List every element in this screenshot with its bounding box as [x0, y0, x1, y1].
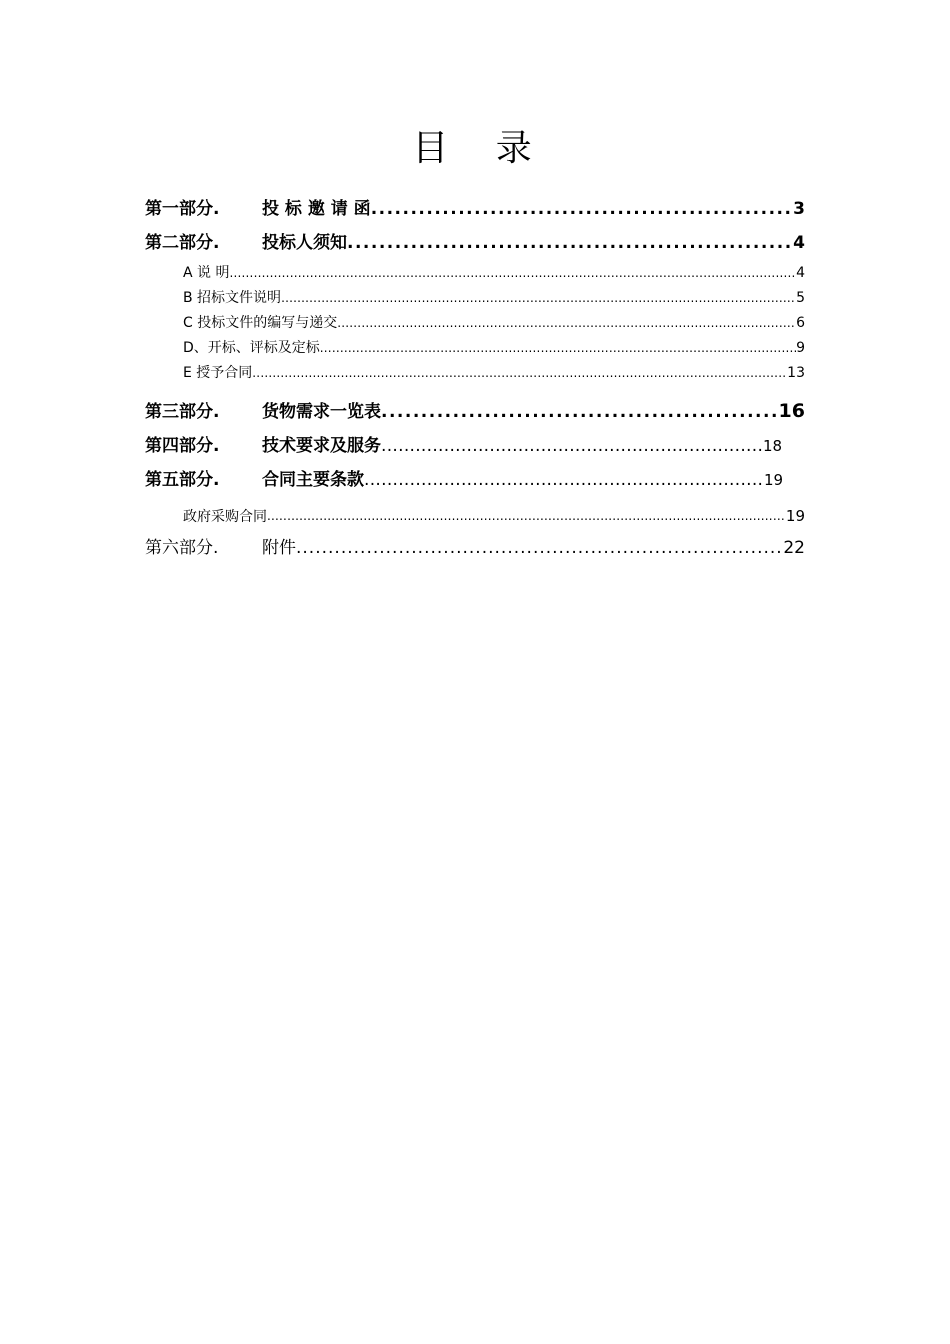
toc-entry-part1[interactable]	[145, 194, 805, 228]
table-of-contents	[145, 194, 805, 567]
dot-leader	[267, 509, 786, 523]
toc-subentry[interactable]	[145, 312, 805, 337]
dot-leader	[229, 266, 796, 280]
toc-entry-part4[interactable]	[145, 431, 805, 465]
toc-page-number: 5	[796, 290, 805, 306]
toc-part-number: 第六部分.	[145, 538, 219, 558]
toc-part-number: 第四部分.	[145, 436, 220, 456]
toc-page-number: 4	[793, 233, 805, 253]
toc-part-label: 合同主要条款	[262, 470, 364, 490]
toc-part-label: 投标人须知	[262, 233, 347, 253]
toc-subentry-label: D、开标、评标及定标	[183, 340, 320, 356]
toc-subentry[interactable]	[145, 337, 805, 362]
toc-part-label: 附件	[262, 538, 296, 558]
toc-page-number: 18	[763, 437, 783, 455]
dot-leader	[296, 538, 783, 558]
toc-page-number: 9	[796, 340, 805, 356]
toc-part-label: 投 标 邀 请 函	[262, 199, 371, 219]
dot-leader	[252, 366, 787, 380]
toc-part-number: 第二部分.	[145, 233, 220, 253]
toc-part-number: 第一部分.	[145, 199, 220, 219]
toc-entry-part5[interactable]	[145, 465, 805, 499]
toc-subentry-label: C 投标文件的编写与递交	[183, 315, 338, 331]
toc-subentry-label: 政府采购合同	[183, 509, 267, 525]
toc-part-number: 第三部分.	[145, 402, 220, 422]
toc-page-number: 13	[787, 365, 805, 381]
toc-page-number: 6	[796, 315, 805, 331]
toc-part-label: 技术要求及服务	[262, 436, 381, 456]
toc-subentry[interactable]	[145, 287, 805, 312]
toc-subentry[interactable]	[145, 499, 805, 533]
toc-page-number: 3	[793, 199, 805, 219]
dot-leader	[381, 436, 763, 456]
toc-subentry-label: A 说 明	[183, 265, 230, 281]
toc-page-number: 19	[785, 507, 805, 525]
dot-leader	[364, 470, 764, 490]
dot-leader	[320, 341, 796, 355]
dot-leader	[337, 316, 796, 330]
dot-leader	[381, 402, 779, 422]
dot-leader	[347, 233, 793, 253]
page-title: 目 录	[412, 128, 550, 169]
toc-subentry-label: B 招标文件说明	[183, 290, 282, 306]
toc-page-number: 16	[778, 400, 805, 422]
dot-leader	[281, 291, 796, 305]
toc-subentry[interactable]	[145, 362, 805, 387]
toc-part-number: 第五部分.	[145, 470, 220, 490]
toc-subentry[interactable]	[145, 262, 805, 287]
dot-leader	[371, 199, 793, 219]
toc-entry-part3[interactable]	[145, 397, 805, 431]
toc-page-number: 22	[783, 538, 805, 558]
toc-entry-part6[interactable]	[145, 533, 805, 567]
toc-page-number: 19	[764, 471, 784, 489]
toc-part-label: 货物需求一览表	[262, 402, 381, 422]
toc-page-number: 4	[796, 265, 805, 281]
toc-entry-part2[interactable]	[145, 228, 805, 262]
toc-subentry-label: E 授予合同	[183, 365, 253, 381]
